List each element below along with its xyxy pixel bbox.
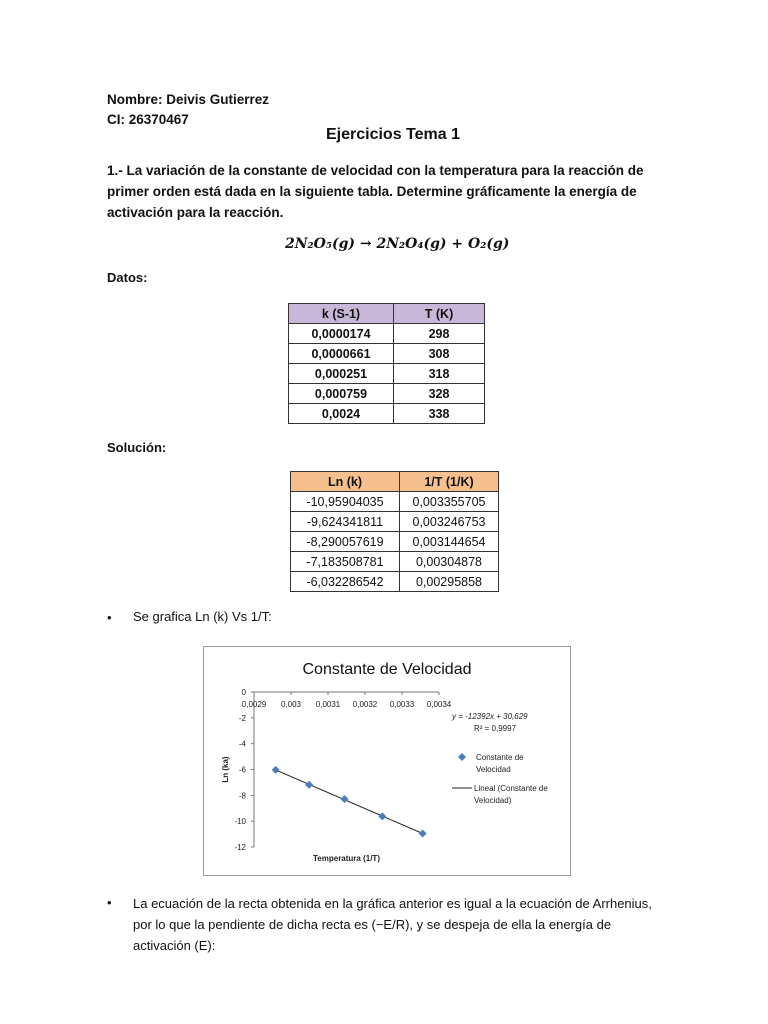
x-axis-label: Temperatura (1/T) bbox=[313, 854, 380, 863]
table-cell: 0,0000661 bbox=[289, 344, 394, 364]
y-tick-label: -4 bbox=[238, 739, 246, 749]
legend-marker bbox=[458, 753, 466, 761]
trendline bbox=[276, 770, 423, 834]
table-header: T (K) bbox=[394, 304, 485, 324]
reaction-equation: 2N₂O₅(g) → 2N₂O₄(g) + O₂(g) bbox=[285, 236, 510, 252]
table-cell: 308 bbox=[394, 344, 485, 364]
data-point bbox=[341, 795, 349, 803]
table-cell: 338 bbox=[394, 404, 485, 424]
bullet-text-graph: Se grafica Ln (k) Vs 1/T: bbox=[133, 609, 272, 624]
legend-label-series: Constante de bbox=[476, 753, 524, 762]
student-id: CI: 26370467 bbox=[107, 112, 189, 127]
table-row bbox=[291, 532, 499, 552]
table-row bbox=[291, 572, 499, 592]
problem-statement: 1.- La variación de la constante de velocidad con la temperatura para la reacción de primer orden está dada en la siguiente tabla. Determine gráficamente la energía de activación para la reacción. bbox=[107, 163, 644, 220]
datos-label: Datos: bbox=[107, 270, 148, 285]
table-cell: -9,624341811 bbox=[291, 512, 400, 532]
table-cell: -7,183508781 bbox=[291, 552, 400, 572]
table-header-row bbox=[289, 304, 485, 324]
solucion-label: Solución: bbox=[107, 440, 167, 455]
bullet-text-arrhenius: La ecuación de la recta obtenida en la gráfica anterior es igual a la ecuación de Arrhenius, por lo que la pendiente de dicha recta es (−E/R), y se despeja de ella la energía de activación (E): bbox=[133, 896, 652, 953]
x-tick-label: 0,0029 bbox=[241, 700, 267, 709]
data-point bbox=[272, 766, 280, 774]
datos-table bbox=[288, 303, 485, 424]
legend-label-series-cont: Velocidad bbox=[476, 765, 511, 774]
arrhenius-chart bbox=[204, 647, 570, 875]
table-header: 1/T (1/K) bbox=[400, 472, 499, 492]
table-cell: 0,00304878 bbox=[400, 552, 499, 572]
table-cell: 0,003246753 bbox=[400, 512, 499, 532]
y-tick-label: 0 bbox=[241, 688, 246, 697]
y-tick-label: -10 bbox=[234, 817, 246, 827]
x-tick-label: 0,0034 bbox=[426, 700, 452, 709]
page-title: Ejercicios Tema 1 bbox=[326, 126, 460, 143]
y-tick-label: -2 bbox=[238, 713, 246, 723]
y-axis-label: Ln (ka) bbox=[221, 756, 230, 783]
table-cell: 0,0000174 bbox=[289, 324, 394, 344]
table-cell: 0,0024 bbox=[289, 404, 394, 424]
chart-title: Constante de Velocidad bbox=[302, 661, 472, 678]
y-tick-label: -12 bbox=[234, 843, 246, 852]
table-row bbox=[289, 364, 485, 384]
table-cell: -8,290057619 bbox=[291, 532, 400, 552]
x-tick-label: 0,0033 bbox=[389, 700, 415, 709]
table-cell: 0,003144654 bbox=[400, 532, 499, 552]
y-tick-label: -8 bbox=[238, 791, 246, 801]
table-row bbox=[291, 492, 499, 512]
x-tick-label: 0,0031 bbox=[315, 700, 341, 709]
table-row bbox=[289, 384, 485, 404]
solucion-table bbox=[290, 471, 499, 592]
data-point bbox=[419, 830, 427, 838]
table-header-row bbox=[291, 472, 499, 492]
table-cell: 318 bbox=[394, 364, 485, 384]
trendline-equation: y = -12392x + 30,629 bbox=[452, 712, 528, 721]
table-cell: 0,003355705 bbox=[400, 492, 499, 512]
table-cell: 298 bbox=[394, 324, 485, 344]
data-point bbox=[378, 812, 386, 820]
y-tick-label: -6 bbox=[238, 765, 246, 775]
trendline-r2: R² = 0,9997 bbox=[474, 724, 517, 733]
table-row bbox=[291, 512, 499, 532]
table-header: Ln (k) bbox=[291, 472, 400, 492]
table-row bbox=[291, 552, 499, 572]
table-row bbox=[289, 344, 485, 364]
table-header: k (S-1) bbox=[289, 304, 394, 324]
x-tick-label: 0,003 bbox=[280, 700, 302, 709]
table-cell: -6,032286542 bbox=[291, 572, 400, 592]
bullet-icon: • bbox=[107, 895, 112, 910]
table-cell: 0,000759 bbox=[289, 384, 394, 404]
table-row bbox=[289, 404, 485, 424]
table-cell: 0,000251 bbox=[289, 364, 394, 384]
bullet-icon: • bbox=[107, 610, 112, 625]
x-tick-label: 0,0032 bbox=[352, 700, 378, 709]
student-name: Nombre: Deivis Gutierrez bbox=[107, 92, 270, 107]
legend-label-trend: Lineal (Constante de bbox=[474, 784, 548, 793]
legend-label-trend-cont: Velocidad) bbox=[474, 796, 512, 805]
data-point bbox=[305, 781, 313, 789]
table-cell: 328 bbox=[394, 384, 485, 404]
table-row bbox=[289, 324, 485, 344]
table-cell: 0,00295858 bbox=[400, 572, 499, 592]
table-cell: -10,95904035 bbox=[291, 492, 400, 512]
chart-container bbox=[203, 646, 571, 876]
